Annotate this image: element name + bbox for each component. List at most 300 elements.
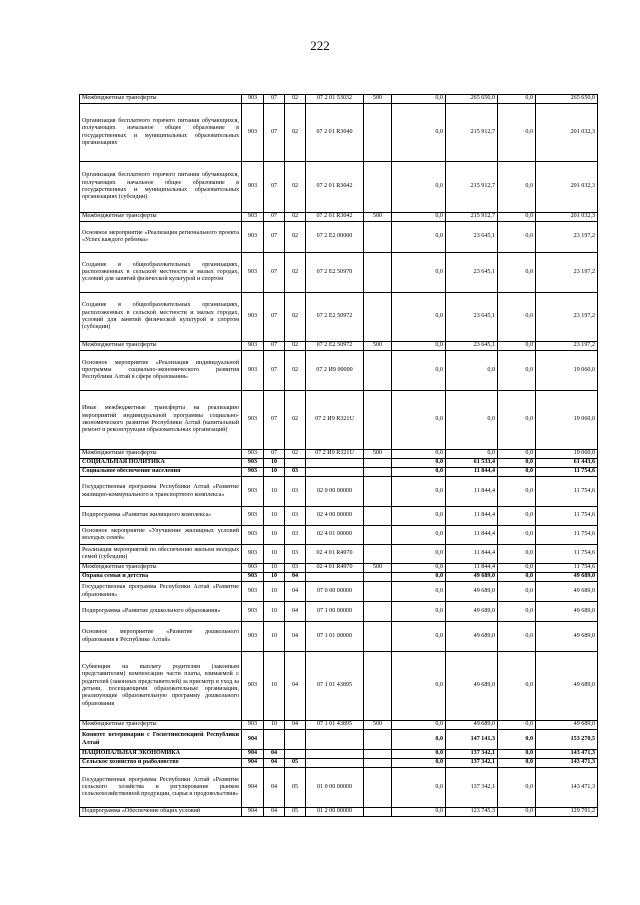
cell-amount-2: 265 650,0 <box>446 95 498 104</box>
cell-grbs: 903 <box>242 253 264 293</box>
cell-target-article: 02 4 01 R4970 <box>306 564 364 573</box>
cell-grbs: 903 <box>242 573 264 582</box>
cell-expense-type <box>364 750 392 759</box>
cell-expense-type <box>364 573 392 582</box>
cell-amount-2: 49 689,0 <box>446 721 498 730</box>
cell-grbs: 903 <box>242 95 264 104</box>
cell-expense-type <box>364 459 392 468</box>
cell-amount-2: 215 912,7 <box>446 162 498 213</box>
cell-podrazdel: 02 <box>285 391 306 450</box>
cell-amount-3: 0,0 <box>498 622 536 652</box>
cell-amount-1: 0,0 <box>392 602 446 622</box>
cell-expense-type <box>364 351 392 391</box>
cell-amount-4: 11 754,6 <box>536 526 598 545</box>
cell-amount-2: 0,0 <box>446 450 498 459</box>
cell-amount-2: 137 342,1 <box>446 768 498 808</box>
table-row <box>80 507 598 526</box>
row-name: НАЦИОНАЛЬНАЯ ЭКОНОМИКА <box>80 750 242 759</box>
table-row <box>80 253 598 293</box>
table-row <box>80 342 598 351</box>
cell-amount-1: 0,0 <box>392 768 446 808</box>
cell-grbs: 904 <box>242 768 264 808</box>
cell-amount-4: 49 689,0 <box>536 622 598 652</box>
cell-amount-2: 11 844,4 <box>446 526 498 545</box>
table-row <box>80 759 598 768</box>
cell-target-article: 07 2 E2 50970 <box>306 253 364 293</box>
table-row <box>80 808 598 817</box>
cell-razdel: 07 <box>264 162 285 213</box>
cell-razdel: 07 <box>264 450 285 459</box>
cell-target-article: 01 2 00 00000 <box>306 808 364 817</box>
cell-podrazdel: 02 <box>285 450 306 459</box>
table-row <box>80 459 598 468</box>
cell-amount-2: 11 844,4 <box>446 468 498 477</box>
cell-amount-1: 0,0 <box>392 391 446 450</box>
cell-podrazdel: 02 <box>285 351 306 391</box>
cell-expense-type <box>364 652 392 721</box>
cell-grbs: 903 <box>242 477 264 507</box>
cell-expense-type <box>364 468 392 477</box>
cell-razdel: 10 <box>264 459 285 468</box>
cell-amount-2: 11 844,4 <box>446 564 498 573</box>
row-name: Межбюджетные трансферты <box>80 721 242 730</box>
cell-amount-1: 0,0 <box>392 104 446 162</box>
cell-amount-4: 61 443,6 <box>536 459 598 468</box>
cell-grbs: 903 <box>242 507 264 526</box>
cell-razdel: 10 <box>264 526 285 545</box>
row-name: СОЦИАЛЬНАЯ ПОЛИТИКА <box>80 459 242 468</box>
table-row <box>80 477 598 507</box>
cell-amount-3: 0,0 <box>498 768 536 808</box>
row-name: Подпрограмма «Развитие дошкольного образования» <box>80 602 242 622</box>
cell-amount-2: 0,0 <box>446 391 498 450</box>
cell-amount-4: 11 754,6 <box>536 564 598 573</box>
cell-target-article: 02 4 00 00000 <box>306 507 364 526</box>
cell-amount-3: 0,0 <box>498 526 536 545</box>
cell-expense-type <box>364 222 392 253</box>
table-row <box>80 564 598 573</box>
cell-amount-2: 23 645,1 <box>446 222 498 253</box>
table-row <box>80 573 598 582</box>
cell-amount-3: 0,0 <box>498 293 536 342</box>
cell-grbs: 903 <box>242 545 264 564</box>
cell-podrazdel: 03 <box>285 477 306 507</box>
cell-amount-3: 0,0 <box>498 759 536 768</box>
table-row <box>80 750 598 759</box>
row-name: Государственная программа Республики Алтай «Развитие образования» <box>80 582 242 602</box>
cell-podrazdel: 02 <box>285 253 306 293</box>
cell-amount-1: 0,0 <box>392 759 446 768</box>
cell-expense-type <box>364 507 392 526</box>
cell-grbs: 903 <box>242 622 264 652</box>
cell-grbs: 903 <box>242 564 264 573</box>
cell-target-article: 07 2 01 R3042 <box>306 213 364 222</box>
cell-expense-type <box>364 808 392 817</box>
cell-amount-3: 0,0 <box>498 808 536 817</box>
table-row <box>80 468 598 477</box>
cell-target-article: 07 1 01 00000 <box>306 622 364 652</box>
table-row <box>80 95 598 104</box>
table-row <box>80 622 598 652</box>
cell-podrazdel: 05 <box>285 759 306 768</box>
cell-amount-1: 0,0 <box>392 293 446 342</box>
cell-amount-1: 0,0 <box>392 95 446 104</box>
table-row <box>80 222 598 253</box>
cell-amount-2: 123 745,3 <box>446 808 498 817</box>
cell-razdel: 10 <box>264 477 285 507</box>
row-name: Основное мероприятие «Реализация регионального проекта «Успех каждого ребенка» <box>80 222 242 253</box>
cell-target-article: 07 0 00 00000 <box>306 582 364 602</box>
cell-razdel: 10 <box>264 582 285 602</box>
row-name: Реализация мероприятий по обеспечению жильем молодых семей (субсидии) <box>80 545 242 564</box>
cell-podrazdel: 04 <box>285 582 306 602</box>
cell-amount-1: 0,0 <box>392 573 446 582</box>
cell-amount-3: 0,0 <box>498 95 536 104</box>
cell-amount-1: 0,0 <box>392 526 446 545</box>
cell-amount-3: 0,0 <box>498 253 536 293</box>
cell-amount-4: 23 197,2 <box>536 293 598 342</box>
cell-target-article <box>306 750 364 759</box>
table-row <box>80 721 598 730</box>
cell-amount-3: 0,0 <box>498 573 536 582</box>
cell-amount-1: 0,0 <box>392 622 446 652</box>
cell-expense-type: 500 <box>364 213 392 222</box>
cell-target-article: 07 2 E2 00000 <box>306 222 364 253</box>
cell-razdel: 07 <box>264 95 285 104</box>
cell-amount-1: 0,0 <box>392 253 446 293</box>
cell-amount-3: 0,0 <box>498 459 536 468</box>
cell-amount-2: 11 844,4 <box>446 507 498 526</box>
cell-target-article: 07 2 E2 50972 <box>306 293 364 342</box>
cell-grbs: 903 <box>242 602 264 622</box>
cell-target-article: 07 2 01 53032 <box>306 95 364 104</box>
cell-amount-3: 0,0 <box>498 545 536 564</box>
cell-expense-type <box>364 104 392 162</box>
cell-target-article: 07 2 И9 R321U <box>306 391 364 450</box>
cell-podrazdel: 03 <box>285 468 306 477</box>
table-row <box>80 213 598 222</box>
cell-podrazdel <box>285 750 306 759</box>
cell-amount-3: 0,0 <box>498 477 536 507</box>
page-number: 222 <box>310 38 330 53</box>
cell-grbs: 903 <box>242 468 264 477</box>
cell-amount-3: 0,0 <box>498 750 536 759</box>
cell-grbs: 903 <box>242 351 264 391</box>
cell-razdel: 07 <box>264 222 285 253</box>
cell-grbs: 904 <box>242 750 264 759</box>
cell-amount-1: 0,0 <box>392 652 446 721</box>
cell-target-article: 01 0 00 00000 <box>306 768 364 808</box>
cell-amount-1: 0,0 <box>392 213 446 222</box>
row-name: Иные межбюджетные трансферты на реализацию мероприятий индивидуальной программы социально-экономического развития Республики Алтай (капитальный ремонт и реконструкция образовательных организаций) <box>80 391 242 450</box>
cell-amount-4: 23 197,2 <box>536 222 598 253</box>
cell-podrazdel: 02 <box>285 95 306 104</box>
cell-expense-type <box>364 162 392 213</box>
cell-amount-2: 215 912,7 <box>446 213 498 222</box>
cell-amount-3: 0,0 <box>498 104 536 162</box>
cell-podrazdel: 04 <box>285 721 306 730</box>
cell-grbs: 903 <box>242 293 264 342</box>
cell-amount-1: 0,0 <box>392 545 446 564</box>
row-name: Сельское хозяйство и рыболовство <box>80 759 242 768</box>
cell-razdel: 04 <box>264 759 285 768</box>
cell-target-article <box>306 468 364 477</box>
table-row <box>80 104 598 162</box>
cell-podrazdel: 04 <box>285 622 306 652</box>
cell-expense-type <box>364 477 392 507</box>
cell-expense-type: 500 <box>364 450 392 459</box>
row-name: Создание в общеобразовательных организациях, расположенных в сельской местности и малых городах, условий для занятий физической культурой и спортом <box>80 253 242 293</box>
cell-target-article <box>306 759 364 768</box>
cell-amount-2: 137 342,1 <box>446 750 498 759</box>
cell-grbs: 903 <box>242 104 264 162</box>
cell-amount-4: 49 689,0 <box>536 652 598 721</box>
cell-amount-1: 0,0 <box>392 450 446 459</box>
cell-amount-4: 11 754,6 <box>536 468 598 477</box>
cell-amount-4: 19 060,0 <box>536 450 598 459</box>
cell-razdel: 10 <box>264 564 285 573</box>
cell-amount-2: 23 645,1 <box>446 293 498 342</box>
cell-grbs: 903 <box>242 391 264 450</box>
cell-expense-type <box>364 526 392 545</box>
cell-razdel: 07 <box>264 213 285 222</box>
cell-amount-4: 201 032,3 <box>536 162 598 213</box>
cell-podrazdel: 02 <box>285 293 306 342</box>
cell-target-article: 07 2 E2 50972 <box>306 342 364 351</box>
budget-table <box>79 94 598 817</box>
cell-podrazdel: 03 <box>285 526 306 545</box>
row-name: Социальное обеспечение населения <box>80 468 242 477</box>
row-name: Основное мероприятие «Улучшение жилищных условий молодых семей» <box>80 526 242 545</box>
cell-amount-2: 49 689,0 <box>446 622 498 652</box>
cell-expense-type: 500 <box>364 564 392 573</box>
cell-amount-1: 0,0 <box>392 564 446 573</box>
cell-expense-type <box>364 582 392 602</box>
cell-expense-type: 500 <box>364 95 392 104</box>
cell-amount-4: 143 471,3 <box>536 768 598 808</box>
cell-razdel: 10 <box>264 545 285 564</box>
cell-amount-3: 0,0 <box>498 730 536 750</box>
cell-amount-4: 49 689,0 <box>536 721 598 730</box>
cell-podrazdel: 02 <box>285 104 306 162</box>
cell-target-article: 07 2 И9 00000 <box>306 351 364 391</box>
cell-target-article: 07 2 01 R3040 <box>306 104 364 162</box>
cell-grbs: 903 <box>242 222 264 253</box>
cell-podrazdel: 03 <box>285 507 306 526</box>
table-row <box>80 351 598 391</box>
cell-razdel: 10 <box>264 507 285 526</box>
cell-podrazdel: 02 <box>285 162 306 213</box>
cell-amount-1: 0,0 <box>392 222 446 253</box>
table-row <box>80 652 598 721</box>
cell-amount-1: 0,0 <box>392 459 446 468</box>
cell-razdel: 07 <box>264 391 285 450</box>
cell-amount-2: 23 645,1 <box>446 342 498 351</box>
row-name: Межбюджетные трансферты <box>80 342 242 351</box>
cell-amount-4: 201 032,3 <box>536 213 598 222</box>
cell-razdel: 07 <box>264 342 285 351</box>
cell-podrazdel: 05 <box>285 768 306 808</box>
table-row <box>80 582 598 602</box>
cell-razdel: 04 <box>264 808 285 817</box>
cell-grbs: 903 <box>242 342 264 351</box>
cell-amount-4: 129 791,2 <box>536 808 598 817</box>
cell-amount-3: 0,0 <box>498 391 536 450</box>
cell-grbs: 903 <box>242 582 264 602</box>
cell-expense-type <box>364 602 392 622</box>
row-name: Комитет ветеринарии с Госветинспекцией Республики Алтай <box>80 730 242 750</box>
cell-target-article: 07 1 01 43895 <box>306 652 364 721</box>
cell-target-article <box>306 573 364 582</box>
cell-podrazdel <box>285 730 306 750</box>
cell-amount-2: 0,0 <box>446 351 498 391</box>
cell-amount-1: 0,0 <box>392 750 446 759</box>
cell-target-article: 07 2 01 R3042 <box>306 162 364 213</box>
cell-amount-3: 0,0 <box>498 721 536 730</box>
cell-amount-4: 23 197,2 <box>536 342 598 351</box>
cell-amount-4: 23 197,2 <box>536 253 598 293</box>
cell-podrazdel: 04 <box>285 602 306 622</box>
cell-grbs: 903 <box>242 652 264 721</box>
cell-amount-3: 0,0 <box>498 468 536 477</box>
cell-expense-type: 500 <box>364 342 392 351</box>
cell-amount-4: 11 754,6 <box>536 507 598 526</box>
cell-amount-3: 0,0 <box>498 564 536 573</box>
cell-razdel: 10 <box>264 602 285 622</box>
cell-razdel: 10 <box>264 573 285 582</box>
cell-amount-3: 0,0 <box>498 602 536 622</box>
row-name: Межбюджетные трансферты <box>80 213 242 222</box>
row-name: Межбюджетные трансферты <box>80 564 242 573</box>
cell-amount-2: 215 912,7 <box>446 104 498 162</box>
table-row <box>80 293 598 342</box>
cell-amount-3: 0,0 <box>498 507 536 526</box>
cell-target-article <box>306 730 364 750</box>
row-name: Подпрограмма «Обеспечение общих условий <box>80 808 242 817</box>
cell-target-article: 02 0 00 00000 <box>306 477 364 507</box>
cell-expense-type <box>364 545 392 564</box>
row-name: Межбюджетные трансферты <box>80 95 242 104</box>
cell-expense-type <box>364 253 392 293</box>
cell-amount-2: 23 645,1 <box>446 253 498 293</box>
table-row <box>80 768 598 808</box>
cell-podrazdel <box>285 459 306 468</box>
cell-grbs: 903 <box>242 213 264 222</box>
cell-amount-4: 49 689,0 <box>536 582 598 602</box>
table-row <box>80 730 598 750</box>
cell-amount-2: 49 689,0 <box>446 652 498 721</box>
cell-amount-3: 0,0 <box>498 450 536 459</box>
cell-amount-4: 19 060,0 <box>536 351 598 391</box>
cell-amount-3: 0,0 <box>498 582 536 602</box>
cell-grbs: 904 <box>242 730 264 750</box>
cell-amount-4: 49 689,0 <box>536 602 598 622</box>
cell-podrazdel: 03 <box>285 564 306 573</box>
row-name: Организация бесплатного горячего питания обучающихся, получающих начальное общее образование в государственных и муниципальных образовательных организациях (субсидии) <box>80 162 242 213</box>
row-name: Межбюджетные трансферты <box>80 450 242 459</box>
cell-amount-1: 0,0 <box>392 477 446 507</box>
row-name: Государственная программа Республики Алтай «Развитие жилищно-коммунального и транспортного комплекса» <box>80 477 242 507</box>
row-name: Основное мероприятие «Реализация индивидуальной программы социально-экономического развития Республики Алтай в сфере образования» <box>80 351 242 391</box>
cell-amount-2: 147 141,3 <box>446 730 498 750</box>
cell-target-article: 07 2 И9 R321U <box>306 450 364 459</box>
cell-grbs: 903 <box>242 450 264 459</box>
cell-grbs: 904 <box>242 759 264 768</box>
cell-razdel: 10 <box>264 652 285 721</box>
cell-amount-1: 0,0 <box>392 162 446 213</box>
cell-target-article: 07 1 01 43895 <box>306 721 364 730</box>
cell-razdel: 07 <box>264 253 285 293</box>
cell-amount-2: 49 689,0 <box>446 573 498 582</box>
cell-amount-4: 201 032,3 <box>536 104 598 162</box>
cell-amount-4: 153 270,5 <box>536 730 598 750</box>
cell-amount-1: 0,0 <box>392 730 446 750</box>
cell-target-article: 07 1 00 00000 <box>306 602 364 622</box>
cell-amount-4: 11 754,6 <box>536 477 598 507</box>
cell-razdel: 10 <box>264 622 285 652</box>
table-row <box>80 602 598 622</box>
row-name: Подпрограмма «Развитие жилищного комплекса» <box>80 507 242 526</box>
row-name: Основное мероприятие «Развитие дошкольного образования в Республике Алтай» <box>80 622 242 652</box>
cell-expense-type: 500 <box>364 721 392 730</box>
cell-podrazdel: 04 <box>285 573 306 582</box>
cell-razdel: 10 <box>264 468 285 477</box>
cell-amount-1: 0,0 <box>392 507 446 526</box>
cell-podrazdel: 02 <box>285 222 306 253</box>
cell-grbs: 903 <box>242 162 264 213</box>
cell-amount-1: 0,0 <box>392 468 446 477</box>
cell-podrazdel: 02 <box>285 213 306 222</box>
cell-razdel <box>264 730 285 750</box>
cell-grbs: 903 <box>242 526 264 545</box>
cell-target-article <box>306 459 364 468</box>
cell-amount-4: 143 471,3 <box>536 750 598 759</box>
cell-amount-2: 11 844,4 <box>446 477 498 507</box>
cell-expense-type <box>364 622 392 652</box>
cell-razdel: 04 <box>264 768 285 808</box>
cell-amount-3: 0,0 <box>498 342 536 351</box>
cell-target-article: 02 4 01 R4970 <box>306 545 364 564</box>
cell-amount-4: 265 650,0 <box>536 95 598 104</box>
cell-grbs: 903 <box>242 721 264 730</box>
cell-amount-2: 137 342,1 <box>446 759 498 768</box>
cell-amount-3: 0,0 <box>498 213 536 222</box>
cell-expense-type <box>364 391 392 450</box>
cell-amount-2: 61 533,4 <box>446 459 498 468</box>
cell-razdel: 04 <box>264 750 285 759</box>
cell-amount-1: 0,0 <box>392 351 446 391</box>
cell-grbs: 904 <box>242 808 264 817</box>
cell-podrazdel: 04 <box>285 652 306 721</box>
cell-amount-1: 0,0 <box>392 342 446 351</box>
cell-razdel: 10 <box>264 721 285 730</box>
row-name: Субвенции на выплату родителям (законным представителям) компенсации части платы, взимаемой с родителей (законных представителей) за присмотр и уход за детьми, посещающими образовательные организации, реализующие образовательную программу дошкольного образования <box>80 652 242 721</box>
row-name: Создание в общеобразовательных организациях, расположенных в сельской местности и малых городах, условий для занятий физической культурой и спортом (субсидии) <box>80 293 242 342</box>
cell-podrazdel: 02 <box>285 342 306 351</box>
row-name: Охрана семьи и детства <box>80 573 242 582</box>
cell-target-article: 02 4 01 00000 <box>306 526 364 545</box>
row-name: Государственная программа Республики Алтай «Развитие сельского хозяйства и регулирование рынков сельскохозяйственной продукции, сырья и продовольствия» <box>80 768 242 808</box>
cell-amount-2: 11 844,4 <box>446 545 498 564</box>
cell-amount-1: 0,0 <box>392 721 446 730</box>
cell-expense-type <box>364 768 392 808</box>
cell-amount-4: 11 754,6 <box>536 545 598 564</box>
cell-amount-2: 49 689,0 <box>446 602 498 622</box>
cell-grbs: 903 <box>242 459 264 468</box>
cell-amount-4: 49 689,0 <box>536 573 598 582</box>
cell-amount-2: 49 689,0 <box>446 582 498 602</box>
cell-amount-3: 0,0 <box>498 222 536 253</box>
